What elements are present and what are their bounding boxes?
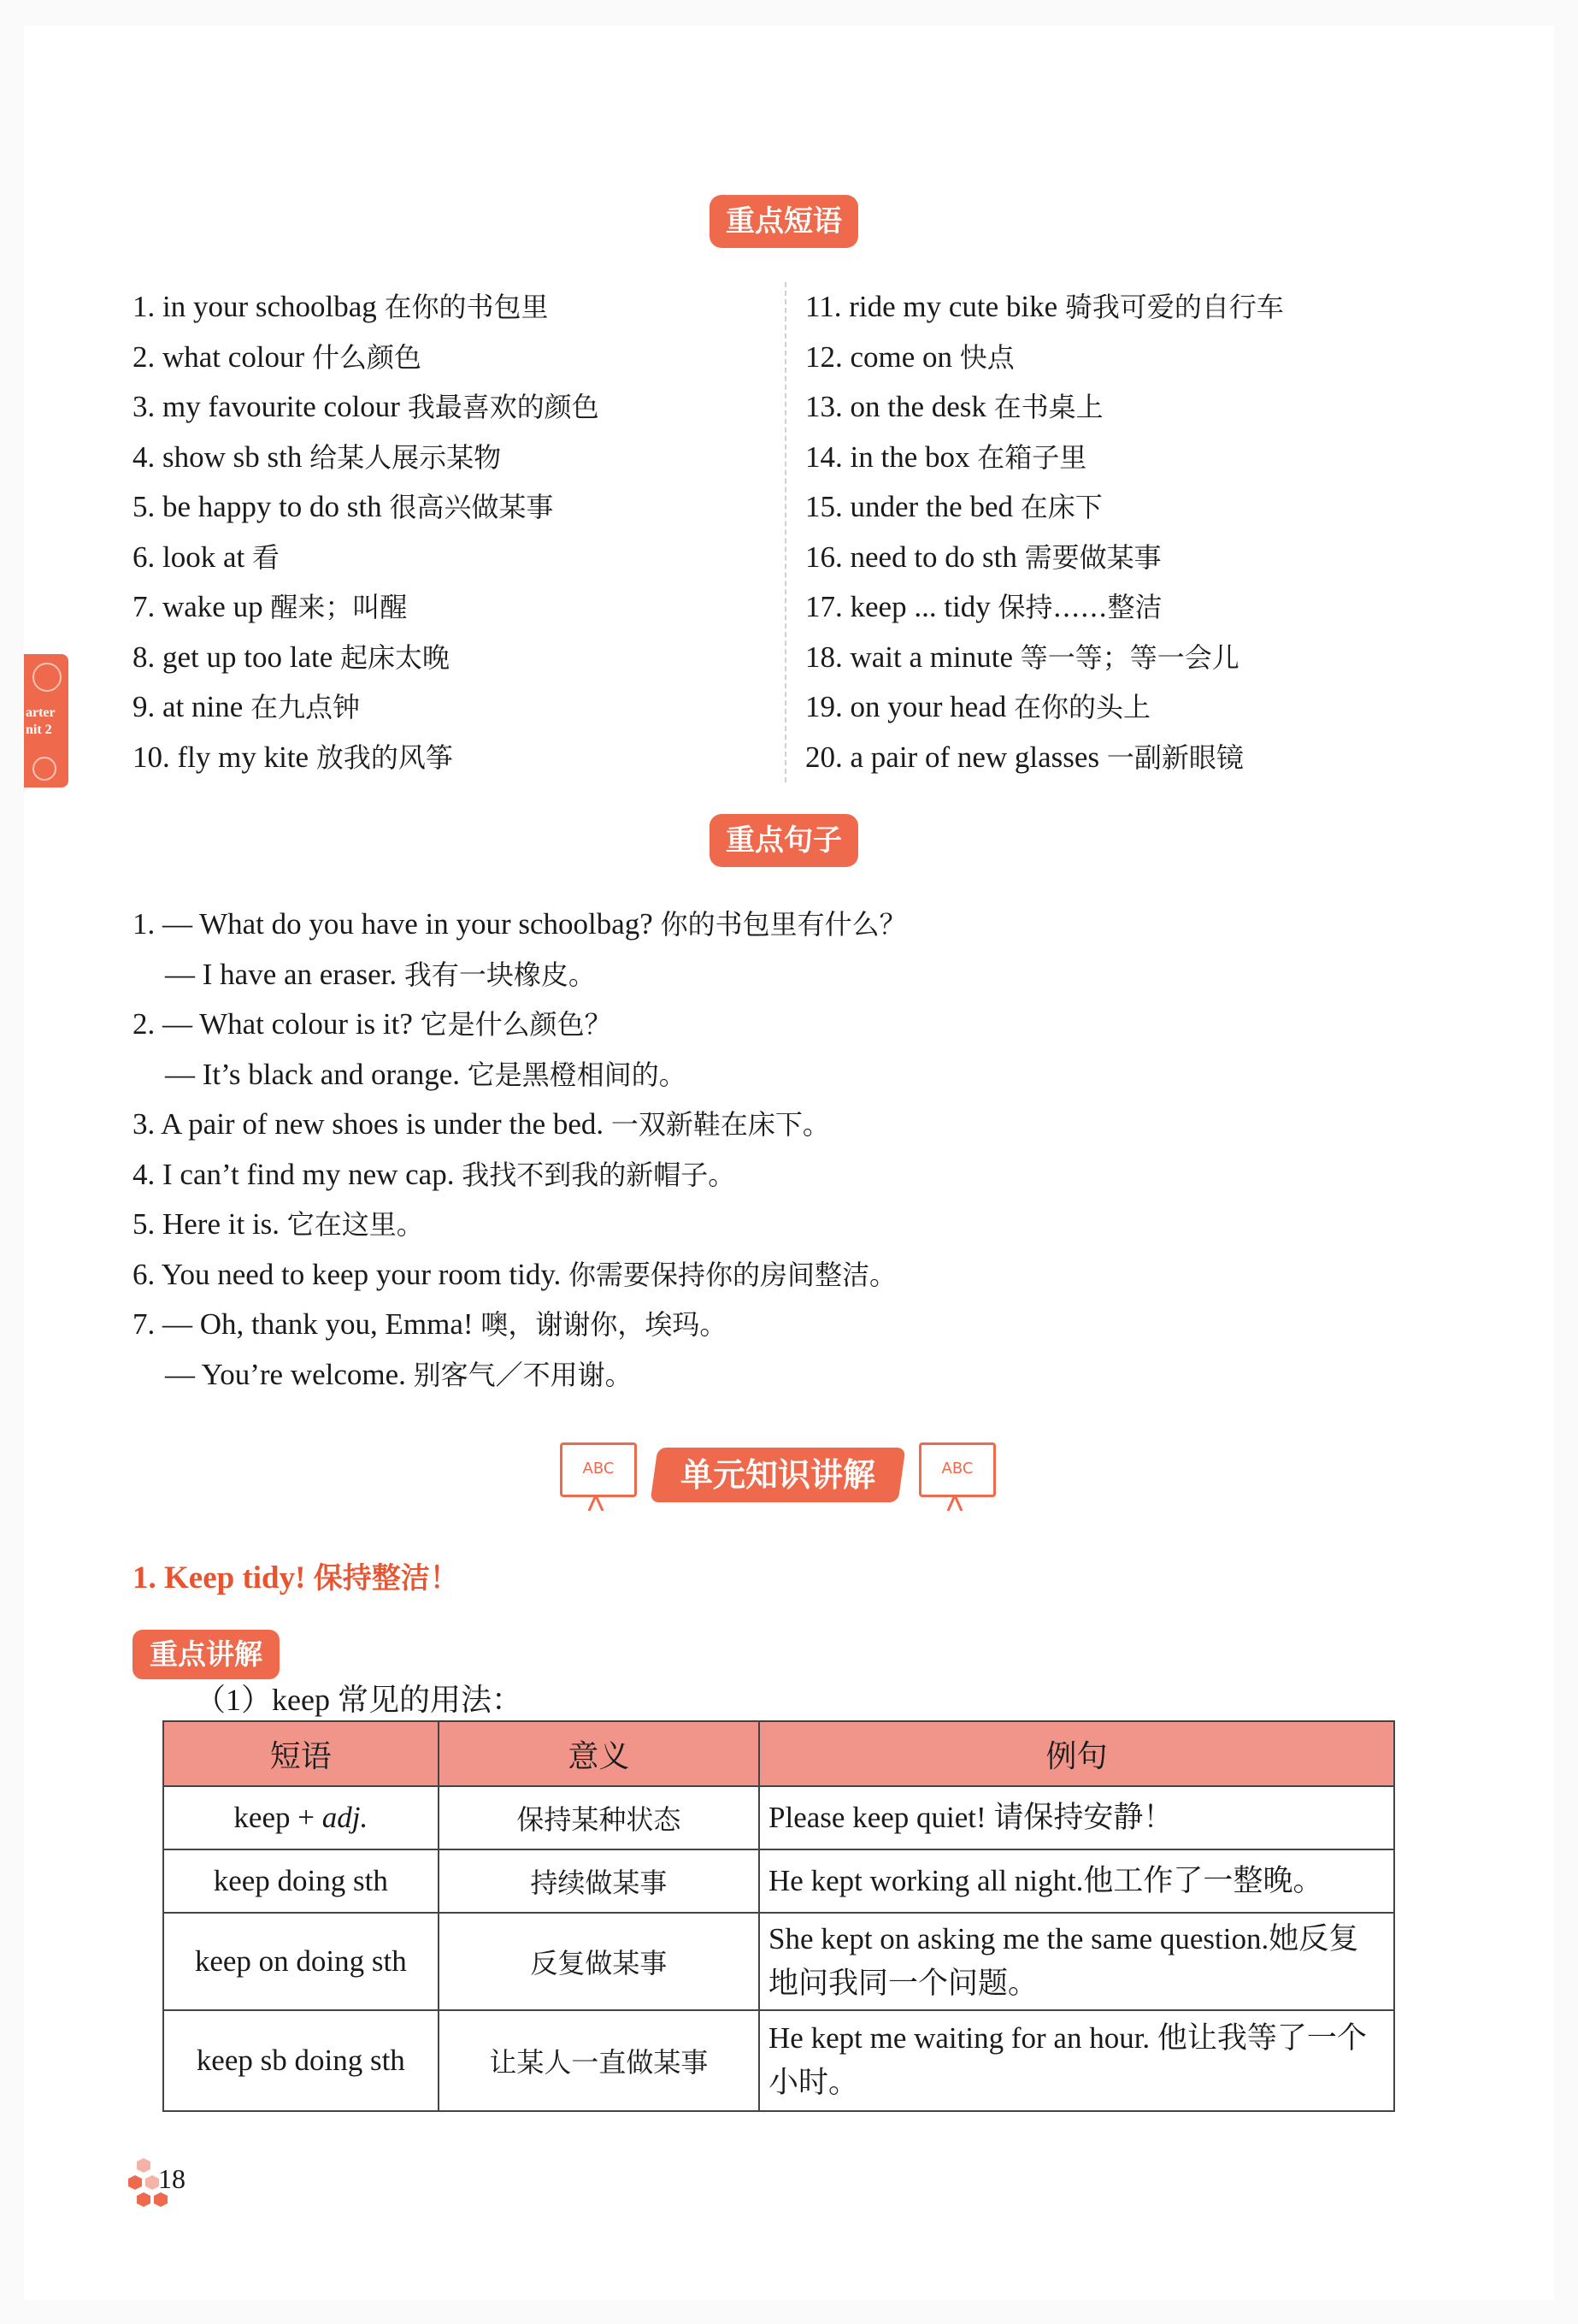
phrase-item: 17. keep ... tidy 保持……整洁 <box>805 590 1163 623</box>
banner-title: 单元知识讲解 <box>651 1448 906 1502</box>
sentences-list <box>132 900 907 1400</box>
example-cell: He kept working all night.他工作了一整晚。 <box>759 1849 1394 1913</box>
phrase-item: 9. at nine 在九点钟 <box>132 690 361 723</box>
key-explanation-tag: 重点讲解 <box>132 1630 280 1679</box>
phrase-item: 7. wake up 醒来；叫醒 <box>132 590 408 623</box>
phrase-item: 6. look at 看 <box>132 540 280 574</box>
table-header-row <box>163 1721 1394 1786</box>
phrase-cell: keep doing sth <box>163 1849 439 1913</box>
unit-knowledge-banner <box>560 1441 1004 1518</box>
phrase-item: 14. in the box 在箱子里 <box>805 439 1087 474</box>
phrase-item: 20. a pair of new glasses 一副新眼镜 <box>805 740 1244 774</box>
meaning-cell: 持续做某事 <box>439 1849 759 1913</box>
key-sentences-tag: 重点句子 <box>710 814 858 867</box>
table-row <box>163 1786 1394 1849</box>
blackboard-icon: ABC <box>919 1442 996 1497</box>
page-number: 18 <box>158 2163 185 2194</box>
side-tab-label: arter <box>26 705 56 720</box>
example-cell: She kept on asking me the same question.她反复地问我同一个问题。 <box>759 1913 1394 2010</box>
sentence-item: — It’s black and orange. 它是黑橙相间的。 <box>165 1057 686 1091</box>
phrase-item: 12. come on 快点 <box>805 339 1015 374</box>
table-row <box>163 2010 1394 2111</box>
phrase-cell: keep on doing sth <box>163 1913 439 2010</box>
phrase-item: 18. wait a minute 等一等；等一会儿 <box>805 640 1239 674</box>
phrase-item: 10. fly my kite 放我的风筝 <box>132 740 453 774</box>
easel-leg-icon <box>587 1495 604 1511</box>
phrase-item: 1. in your schoolbag 在你的书包里 <box>132 290 549 323</box>
sentence-item: — You’re welcome. 别客气／不用谢。 <box>165 1357 633 1391</box>
blackboard-icon: ABC <box>560 1442 637 1497</box>
phrase-item: 2. what colour 什么颜色 <box>132 339 421 374</box>
phrase-item: 3. my favourite colour 我最喜欢的颜色 <box>132 390 599 423</box>
section-title: 1. Keep tidy! 保持整洁！ <box>132 1560 459 1596</box>
wing-icon <box>32 663 62 692</box>
unit-side-tab <box>24 654 68 787</box>
table-header: 意义 <box>439 1721 759 1786</box>
example-cell: Please keep quiet! 请保持安静！ <box>759 1786 1394 1849</box>
meaning-cell: 保持某种状态 <box>439 1786 759 1849</box>
phrase-item: 16. need to do sth 需要做某事 <box>805 540 1162 574</box>
sentence-item: 7. — Oh, thank you, Emma! 噢，谢谢你，埃玛。 <box>132 1307 727 1341</box>
phrase-item: 5. be happy to do sth 很高兴做某事 <box>132 490 554 523</box>
phrase-item: 8. get up too late 起床太晚 <box>132 640 450 674</box>
sentence-item: — I have an eraser. 我有一块橡皮。 <box>165 957 596 991</box>
phrase-item: 19. on your head 在你的头上 <box>805 690 1151 723</box>
meaning-cell: 让某人一直做某事 <box>439 2010 759 2111</box>
phrases-right-list <box>805 282 1284 782</box>
side-tab-label: nit 2 <box>26 723 52 737</box>
example-cell: He kept me waiting for an hour. 他让我等了一个小时。 <box>759 2010 1394 2111</box>
sentence-item: 5. Here it is. 它在这里。 <box>132 1207 424 1241</box>
phrase-cell: keep + adj. <box>163 1786 439 1849</box>
phrase-item: 15. under the bed 在床下 <box>805 490 1103 523</box>
sentence-item: 1. — What do you have in your schoolbag? 你的书包里有什么？ <box>132 907 907 941</box>
sentence-item: 6. You need to keep your room tidy. 你需要保持你的房间整洁。 <box>132 1257 898 1291</box>
phrase-cell: keep sb doing sth <box>163 2010 439 2111</box>
sentence-item: 3. A pair of new shoes is under the bed. 一双新鞋在床下。 <box>132 1107 830 1141</box>
sentence-item: 2. — What colour is it? 它是什么颜色？ <box>132 1007 612 1041</box>
table-header: 例句 <box>759 1721 1394 1786</box>
table-header: 短语 <box>163 1721 439 1786</box>
meaning-cell: 反复做某事 <box>439 1913 759 2010</box>
phrase-item: 13. on the desk 在书桌上 <box>805 390 1104 423</box>
phrase-item: 11. ride my cute bike 骑我可爱的自行车 <box>805 290 1284 323</box>
column-divider <box>785 282 786 782</box>
swirl-icon <box>32 757 56 781</box>
key-phrases-tag: 重点短语 <box>710 195 858 248</box>
usage-line: （1）keep 常见的用法： <box>195 1683 522 1717</box>
phrases-left-list <box>132 282 599 782</box>
table-row <box>163 1913 1394 2010</box>
sentence-item: 4. I can’t find my new cap. 我找不到我的新帽子。 <box>132 1157 736 1191</box>
keep-usage-table <box>162 1720 1395 2112</box>
table-row <box>163 1849 1394 1913</box>
phrase-item: 4. show sb sth 给某人展示某物 <box>132 439 502 474</box>
easel-leg-icon <box>946 1495 963 1511</box>
